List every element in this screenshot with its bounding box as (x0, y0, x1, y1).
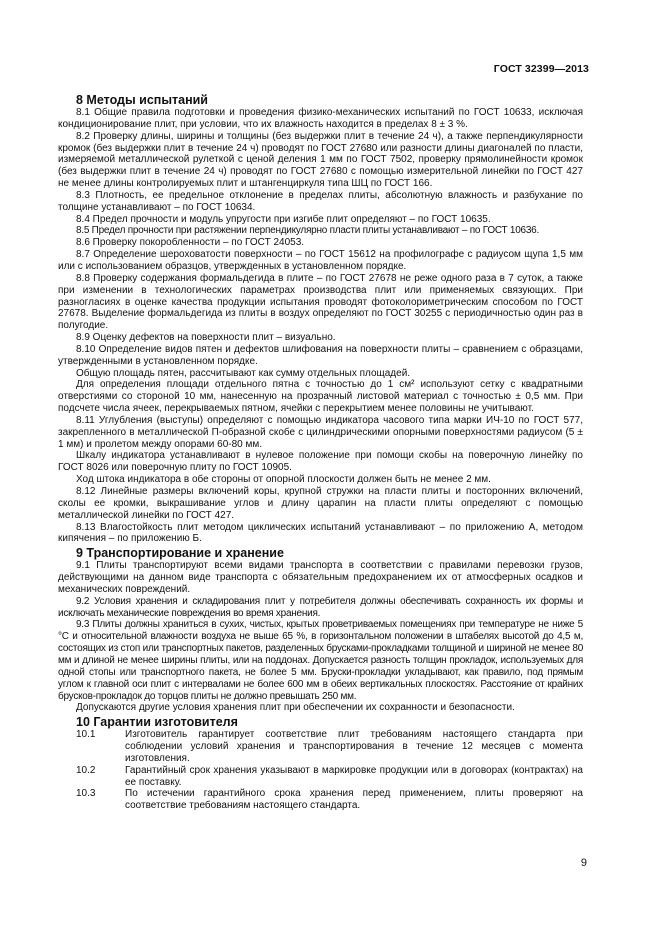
paragraph-stain-grid: Для определения площади отдельного пятна с точностью до 1 см² используют сетку с квадратными отверстиями со стороной 10 мм, нанесенную на прозрачный листовой материал с точностью ± 0,5 мм. При подсчете числа ячеек, перекрываемых пятном, ячейки с перекрытием менее половины не учитывают. (58, 379, 583, 415)
section-title-9: 9 Транспортирование и хранение (76, 546, 284, 561)
paragraph-10-1 (58, 729, 583, 765)
paragraph-text: По истечении гарантийного срока хранения перед применением, плиты проверяют на соответствие требованиям настоящего стандарта. (125, 788, 583, 812)
page-body (58, 92, 583, 812)
paragraph-text: Гарантийный срок хранения указывают в маркировке продукции или в договорах (контрактах) на ее поставку. (125, 764, 583, 788)
paragraph-8-6: 8.6 Проверку покоробленности – по ГОСТ 24053. (76, 237, 305, 249)
section-title-10: 10 Гарантии изготовителя (76, 715, 238, 730)
section-title-8: 8 Методы испытаний (76, 93, 208, 107)
page-number: 9 (580, 857, 587, 869)
paragraph-9-3: 9.3 Плиты должны храниться в сухих, чистых, крытых проветриваемых помещениях при температуре не ниже 5 °С и относительной влажности воздуха не выше 65 %, в горизонтальном положении в штабелях высотой до 4,5 м, состоящих из стоп или транспортных пакетов, разделенных брусками-прокладками толщиной и шириной не менее 80 мм и длиной не менее ширины плиты, или на поддонах. Допускается разность толщин прокладок, используемых для одной стопы или транспортного пакета, не более 5 мм. Бруски-прокладки укладывают, как правило, под прямым углом к главной оси плит с интервалами не более 600 мм в обеих вертикальных плоскостях. Расстояние от крайних брусков-прокладок до торцов плиты не должно превышать 250 мм. (58, 619, 583, 702)
paragraph-stain-area: Общую площадь пятен, рассчитывают как сумму отдельных площадей. (76, 367, 411, 379)
paragraph-8-8: 8.8 Проверку содержания формальдегида в плите – по ГОСТ 27678 не реже одного раза в 7 суток, а также при изменении в технологических параметрах производства плит или применяемых связующих. При разногласиях в оценке качества продукции испытания проводят фотоколориметрическим способом по ГОСТ 27678. Выделение формальдегида из плиты в воздух определяют по ГОСТ 30255 с периодичностью один раз в полугодие. (58, 272, 583, 332)
paragraph-8-13: 8.13 Влагостойкость плит методом циклических испытаний устанавливают – по приложению А, методом кипячения – по приложению Б. (58, 521, 583, 545)
paragraph-9-2: 9.2 Условия хранения и складирования плит у потребителя должны обеспечивать сохранность их формы и исключать механические повреждения во время хранения. (58, 595, 583, 619)
paragraph-9-1: 9.1 Плиты транспортируют всеми видами транспорта в соответствии с правилами перевозки грузов, действующими на данном виде транспорта с обязательным предохранением их от атмосферных осадков и механических повреждений. (58, 560, 583, 595)
paragraph-10-2 (58, 765, 583, 789)
paragraph-text: Изготовитель гарантирует соответствие плит требованиям настоящего стандарта при соблюдении условий хранения и транспортирования в течение 12 месяцев с момента изготовления. (125, 729, 583, 764)
paragraph-indicator-stroke: Ход штока индикатора в обе стороны от опорной плоскости должен быть не менее 2 мм. (76, 474, 491, 486)
paragraph-8-1: 8.1 Общие правила подготовки и проведения физико-механических испытаний по ГОСТ 10633, исключая кондиционирование плит, при условии, что их влажность находится в пределах 8 ± 3 %. (58, 107, 583, 130)
paragraph-8-10: 8.10 Определение видов пятен и дефектов шлифования на поверхности плиты – сравнением с образцами, утвержденными в установленном порядке. (58, 343, 583, 367)
paragraph-9-storage-alt: Допускаются другие условия хранения плит при обеспечении их сохранности и безопасности. (76, 702, 515, 714)
paragraph-10-3 (58, 788, 583, 812)
paragraph-number: 10.3 (76, 788, 96, 800)
paragraph-number: 10.2 (76, 764, 96, 776)
paragraph-8-9: 8.9 Оценку дефектов на поверхности плит – визуально. (76, 332, 336, 344)
paragraph-number: 10.1 (76, 729, 96, 741)
paragraph-8-3: 8.3 Плотность, ее предельное отклонение в пределах плиты, абсолютную влажность и разбухание по толщине устанавливают – по ГОСТ 10634. (58, 189, 583, 213)
paragraph-8-11: 8.11 Углубления (выступы) определяют с помощью индикатора часового типа марки ИЧ-10 по ГОСТ 577, закрепленного в металлической П-образной скобе с цилиндрическими опорными поверхностями радиусом (5 ± 1 мм) и пролетом между опорами 60-80 мм. (58, 414, 583, 450)
paragraph-8-12: 8.12 Линейные размеры включений коры, крупной стружки на пласти плиты и посторонних включений, сколы ее кромки, выкрашивание углов и длину царапин на пласти плиты определяют с помощью металлической линейки по ГОСТ 427. (58, 486, 583, 521)
document-code-header: ГОСТ 32399—2013 (493, 63, 589, 75)
paragraph-8-7: 8.7 Определение шероховатости поверхности – по ГОСТ 15612 на профилографе с радиусом щупа 1,5 мм или с использованием образцов, утвержденных в установленном порядке. (58, 249, 583, 272)
paragraph-8-5: 8.5 Предел прочности при растяжении перпендикулярно пласти плиты устанавливают – по ГОСТ 10636. (76, 225, 539, 237)
paragraph-indicator-scale: Шкалу индикатора устанавливают в нулевое положение при помощи скобы на поверочную линейку по ГОСТ 8026 или поверочную плиту по ГОСТ 10905. (58, 450, 583, 474)
paragraph-8-2: 8.2 Проверку длины, ширины и толщины (без выдержки плит в течение 24 ч), а также перпендикулярности кромок (без выдержки плит в течение 24 ч) проводят по ГОСТ 27680 или разности длины диагоналей по пласти, измеряемой металлической рулеткой с ценой деления 1 мм по ГОСТ 7502, проверку прямолинейности кромок (без выдержки плит в течение 24 ч) проводят по ГОСТ 27680 с помощью измерительной линейки по ГОСТ 427 не менее длины контролируемых плит и штангенциркуля типа ШЦ по ГОСТ 166. (58, 130, 583, 190)
paragraph-8-4: 8.4 Предел прочности и модуль упругости при изгибе плит определяют – по ГОСТ 10635. (76, 213, 491, 225)
